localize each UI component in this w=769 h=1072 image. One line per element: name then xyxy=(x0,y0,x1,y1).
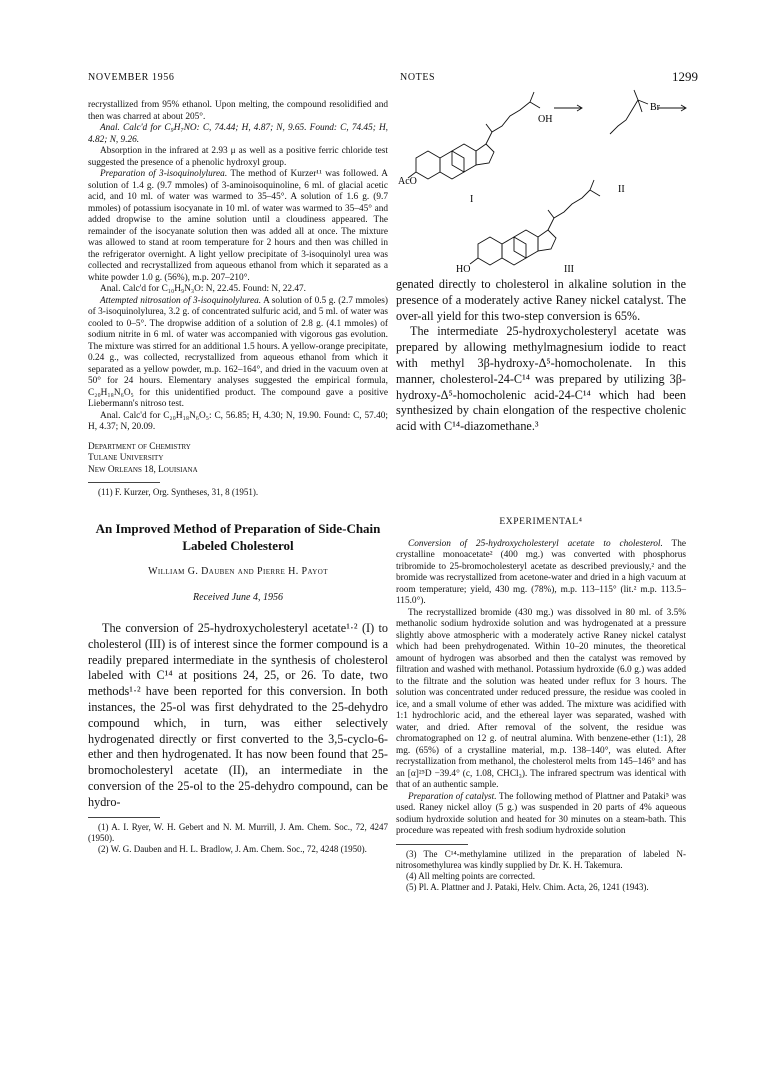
left-column xyxy=(88,100,388,855)
footnote-rule xyxy=(88,817,160,818)
article-title: An Improved Method of Preparation of Side-Chain Labeled Cholesterol xyxy=(95,521,381,553)
paragraph-text: A solution of 0.5 g. (2.7 mmoles) of 3-isoquinolylurea, 3.2 g. of concentrated sulfuric acid, and 5 ml. of water was cooled to 0–5°. The dropwise addition of a solution of 2.8 g. (4.1 mmoles) of sodium nitrite in 6 ml. of water was accompanied with vigorous gas evolution. The mixture was stirred for an additional 1.5 hours. A yellow-orange precipitate, 0.24 g., was collected, recrystallized from aqueous ethanol from which it separated as a yellow powder, m.p. 162–164°, and dried in the vacuum oven at 50° for 24 hours. Elementary analyses suggested the empirical formula, C₂₀H₁₈N₆O₅ for this unidentified product. The compound gave a positive Liebermann's nitroso test. xyxy=(88,295,388,409)
reaction-scheme xyxy=(396,86,696,276)
footnote-5: (5) Pl. A. Plattner and J. Pataki, Helv. Chim. Acta, 26, 1241 (1943). xyxy=(406,881,649,892)
paragraph xyxy=(88,169,388,284)
experimental-heading: EXPERIMENTAL⁴ xyxy=(499,517,583,527)
paragraph xyxy=(396,792,686,838)
section-run-in: Attempted nitrosation of 3-isoquinolylurea. xyxy=(100,295,262,306)
steroid-structure-I xyxy=(408,92,540,179)
section-run-in: Preparation of catalyst. xyxy=(408,791,497,802)
section-run-in: Conversion of 25-hydroxycholesteryl acetate to cholesterol. xyxy=(408,538,663,549)
running-head-date: NOVEMBER 1956 xyxy=(88,72,175,83)
ho-label: HO xyxy=(456,264,471,275)
paragraph: The recrystallized bromide (430 mg.) was dissolved in 80 ml. of 3.5% methanolic sodium hydroxide solution and was hydrogenated at a pressure slightly above atmospheric with a moderately active Raney nickel catalyst which had been prehydrogenated. Within 10–20 minutes, the theoretical amount of hydrogen was absorbed and then the catalyst was removed by filtration and washed with methanol. Potassium hydroxide (6.0 g.) was added to the filtrate and the solution was heated under reflux for 3 hours. The solution was concentrated under reduced pressure, the residue was cooled in ice, and a small volume of ether was added. The mixture was acidified with 1:1 hydrochloric acid, and the ethereal layer was separated, washed with water, and dried. After removal of the solvent, the residue was chromatographed on 12 g. of neutral alumina. With benzene-ether (1:1), 28 mg. (65%) of a crystalline material, m.p. 138–140°, was eluted. After recrystallization from methanol, the cholesterol melts from 145–146° and has an [α]²⁵D −39.4° (c, 1.08, CHCl₃). The infrared spectrum was identical with that of an authentic sample. xyxy=(396,607,686,790)
compound-I-label: I xyxy=(470,194,474,205)
paragraph xyxy=(396,539,686,608)
section-run-in: Preparation of 3-isoquinolylurea. xyxy=(100,169,228,179)
paragraph-text: The method of Kurzer¹¹ was followed. A solution of 1.4 g. (9.7 mmoles) of 3-aminoisoquinoline, 6 ml. of glacial acetic acid, and 10 ml. of water was warmed to 35–45°. A solution of 1.6 g. (9.7 mmoles) of potassium isocyanate in 10 ml. of water was warmed to 35–45° and added dropwise to the amine solution until a cloudiness appeared. The remainder of the isocyanate solution then was added all at once. The mixture was allowed to stand at room temperature for 2 hours and then was chilled in the refrigerator overnight. A light yellow precipitate of 3-isoquinolyl urea was collected and recrystallized from aqueous ethanol from which it separated as a white powder 1.0 g. (56%), m.p. 207–210°. xyxy=(88,169,388,283)
affiliation-university: Tulane University xyxy=(88,453,164,463)
footnote-1: (1) A. I. Ryer, W. H. Gebert and N. M. Murrill, J. Am. Chem. Soc., 72, 4247 (1950). xyxy=(88,821,388,843)
footnote-4: (4) All melting points are corrected. xyxy=(406,870,535,881)
footnote-3: (3) The C¹⁴-methylamine utilized in the preparation of labeled N-nitrosomethylurea was kindly supplied by Dr. K. H. Takemura. xyxy=(396,848,686,870)
compound-III-label: III xyxy=(564,264,574,275)
steroid-structure-III xyxy=(470,180,600,265)
article-intro: The conversion of 25-hydroxycholesteryl acetate¹·² (I) to cholesterol (III) is of interest since the former compound is a readily prepared intermediate in the synthesis of cholesterol labeled with C¹⁴ at positions 24, 25, or 26. To date, two methods¹·² have been reported for this conversion. In both instances, the 25-ol was first dehydrated to the 25-dehydro compound which, in turn, was either selectively hydrogenated directly or first converted to the 3,5-cyclo-6-ether and then hydrogenated. It has now been found that 25-bromocholesteryl acetate (II), an intermediate in the conversion of the 25-ol to the 25-dehydro compound, can be hydro- xyxy=(88,621,388,809)
article-authors: William G. Dauben and Pierre H. Payot xyxy=(148,566,328,577)
experimental-section xyxy=(396,517,686,893)
analysis-line: Anal. Calc'd for C₂₀H₁₈N₆O₅: C, 56.85; H, 4.30; N, 19.90. Found: C, 57.40; H, 4.37; N, 20.09. xyxy=(88,410,388,432)
footnote-2: (2) W. G. Dauben and H. L. Bradlow, J. Am. Chem. Soc., 72, 4248 (1950). xyxy=(98,843,367,854)
aco-label: AcO xyxy=(398,176,417,187)
oh-label: OH xyxy=(538,114,553,125)
running-head-section: NOTES xyxy=(400,72,436,83)
paragraph: recrystallized from 95% ethanol. Upon melting, the compound resolidified and then was charred at about 205°. xyxy=(88,100,388,122)
page-number: 1299 xyxy=(672,69,698,84)
right-column-body xyxy=(396,277,686,435)
paragraph-text: The crystalline monoacetate² (400 mg.) was converted with phosphorus tribromide to 25-bromocholesteryl acetate as described previously,² and the bromide was recrystallized from acetone-water and dried in a high vacuum at room temperature; yield, 430 mg. (78%), m.p. 113–115° (lit.² m.p. 113.5–115.0°). xyxy=(396,538,686,606)
br-label: Br xyxy=(650,102,660,113)
paragraph: Absorption in the infrared at 2.93 μ as well as a positive ferric chloride test suggested the presence of a phenolic hydroxyl group. xyxy=(88,146,388,168)
side-chain-II xyxy=(610,90,648,134)
paragraph: The intermediate 25-hydroxycholesteryl acetate was prepared by allowing methylmagnesium iodide to react with methyl 3β-hydroxy-Δ⁵-homocholenate. In this manner, cholesterol-24-C¹⁴ was prepared by utilizing 3β-hydroxy-Δ⁵-homocholenic acid-24-C¹⁴ which had been synthesized by chain elongation of the respective cholenic acid with C¹⁴-diazomethane.³ xyxy=(396,324,686,434)
footnote-rule xyxy=(88,482,160,483)
analysis-line xyxy=(88,123,388,146)
footnote-rule xyxy=(396,844,468,845)
analysis-text: Anal. Calc'd for C₉H₇NO: C, 74.44; H, 4.87; N, 9.65. Found: C, 74.45; H, 4.82; N, 9.26. xyxy=(88,123,388,145)
affiliation-city: New Orleans 18, Louisiana xyxy=(88,464,198,475)
received-date: Received June 4, 1956 xyxy=(193,591,283,603)
affiliation-dept: Department of Chemistry xyxy=(88,441,191,452)
paragraph: genated directly to cholesterol in alkaline solution in the presence of a moderately active Raney nickel catalyst. The over-all yield for this two-step conversion is 65%. xyxy=(396,277,686,323)
footnote-11: (11) F. Kurzer, Org. Syntheses, 31, 8 (1951). xyxy=(98,487,259,497)
analysis-line: Anal. Calc'd for C₁₀H₉N₃O: N, 22.45. Found: N, 22.47. xyxy=(100,284,306,294)
compound-II-label: II xyxy=(618,184,625,195)
paragraph-text: The following method of Plattner and Pataki⁵ was used. Raney nickel alloy (5 g.) was suspended in 20 parts of 4% aqueous sodium hydroxide solution and heated for 30 minutes on a steam-bath. This procedure was repeated with fresh sodium hydroxide solution xyxy=(396,791,686,836)
paragraph xyxy=(88,296,388,411)
